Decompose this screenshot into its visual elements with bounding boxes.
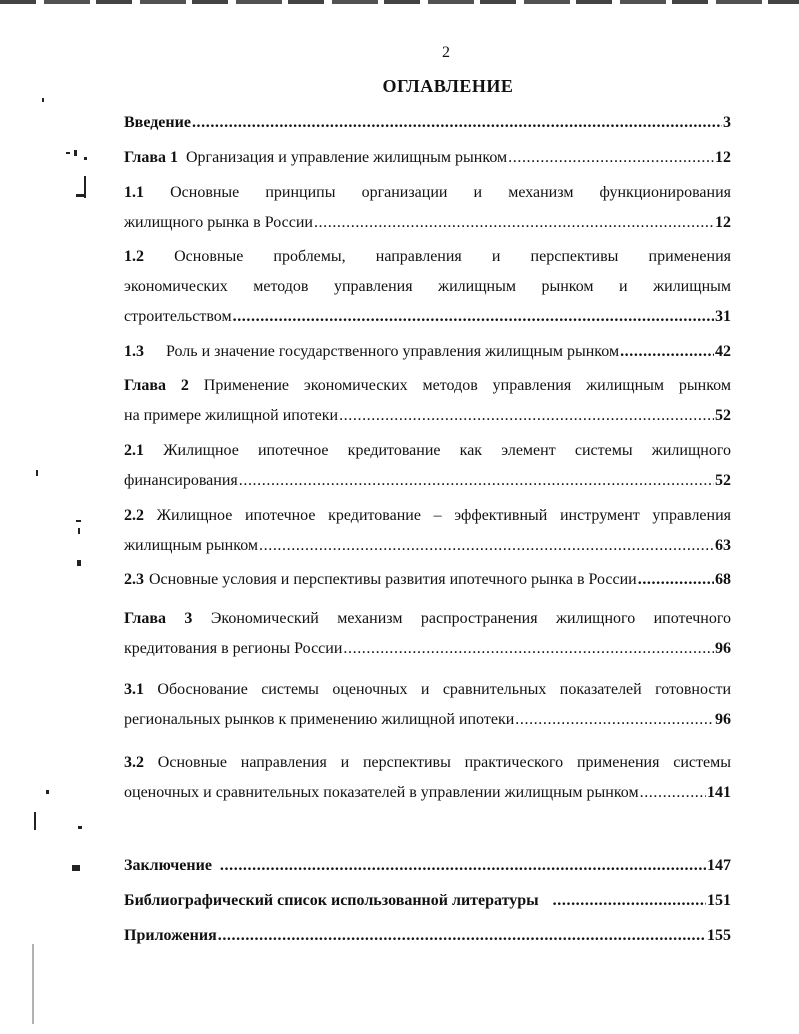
toc-entry-2-3[interactable] <box>124 569 731 591</box>
page-ref: 52 <box>715 407 731 424</box>
toc-entry-3-2[interactable] <box>124 752 731 804</box>
page-ref: 42 <box>715 343 731 360</box>
section-number: 2.3 <box>124 571 144 588</box>
page-ref: 31 <box>715 308 731 325</box>
entry-title-line: Жилищное ипотечное кредитование – эффективный инструмент управления <box>156 507 732 524</box>
entry-title-line: кредитования в регионы России <box>124 640 343 657</box>
section-number: 3.2 <box>124 754 144 771</box>
dot-leader <box>638 569 714 591</box>
page-ref: 96 <box>715 711 731 728</box>
toc-entry-2-2[interactable] <box>124 505 731 557</box>
entry-title-line: оценочных и сравнительных показателей в управлении жилищным рынком <box>124 784 639 801</box>
entry-title-line: Жилищное ипотечное кредитование как элемент системы жилищного <box>163 442 732 459</box>
page-ref: 147 <box>707 857 731 874</box>
scan-mark <box>84 176 86 198</box>
section-number: 2.1 <box>124 442 144 459</box>
scan-mark <box>32 944 34 1024</box>
scan-mark <box>78 528 80 534</box>
scan-mark <box>76 194 84 197</box>
dot-leader <box>620 341 714 363</box>
toc-entry-appendix[interactable] <box>124 925 731 947</box>
entry-title: Организация и управление жилищным рынком <box>186 149 508 166</box>
chapter-number: Глава 3 <box>124 610 193 627</box>
toc-entry-1-2[interactable] <box>124 246 731 328</box>
entry-title-line: экономических методов управления жилищным рынком и жилищным <box>124 278 731 295</box>
entry-title-line: на примере жилищной ипотеки <box>124 407 339 424</box>
entry-label: Введение <box>124 114 191 131</box>
dot-leader <box>515 709 714 731</box>
dot-leader <box>640 782 706 804</box>
page-ref: 12 <box>715 214 731 231</box>
section-number: 2.2 <box>124 507 144 524</box>
scan-mark <box>66 152 70 154</box>
scan-mark <box>34 812 36 830</box>
toc-title: ОГЛАВЛЕНИЕ <box>382 76 514 96</box>
dot-leader <box>314 212 714 234</box>
dot-leader <box>339 405 714 427</box>
toc-entry-intro[interactable] <box>124 112 731 134</box>
page-number: 2 <box>442 44 450 61</box>
toc-entry-3-1[interactable] <box>124 679 731 731</box>
entry-title-line: строительством <box>124 308 232 325</box>
scan-mark <box>74 150 77 156</box>
entry-label: Приложения <box>124 927 217 944</box>
entry-title-line: Применение экономических методов управления жилищным рынком <box>203 377 732 394</box>
scan-mark <box>72 865 80 871</box>
toc-entry-1-3[interactable] <box>124 341 731 363</box>
page-ref: 96 <box>715 640 731 657</box>
section-number: 1.1 <box>124 184 144 201</box>
scan-mark <box>78 826 82 829</box>
section-number: 3.1 <box>124 681 144 698</box>
toc-entry-chapter-1[interactable] <box>124 147 731 169</box>
entry-title: Основные условия и перспективы развития ипотечного рынка в России <box>149 571 637 588</box>
toc-entry-bibliography[interactable] <box>124 890 731 912</box>
dot-leader <box>259 535 714 557</box>
entry-title-line: Обоснование системы оценочных и сравнительных показателей готовности <box>157 681 732 698</box>
page-ref: 151 <box>707 892 731 909</box>
scan-mark <box>76 520 81 522</box>
section-number: 1.3 <box>124 343 144 360</box>
scan-edge-artifact <box>0 0 799 4</box>
scan-mark <box>46 790 49 794</box>
entry-label: Заключение <box>124 857 212 874</box>
section-number: 1.2 <box>124 248 144 265</box>
dot-leader <box>192 112 722 134</box>
dot-leader <box>239 470 714 492</box>
chapter-number: Глава 2 <box>124 377 189 394</box>
page-ref: 63 <box>715 537 731 554</box>
scan-mark <box>36 470 38 476</box>
dot-leader <box>220 855 706 877</box>
page-ref: 52 <box>715 472 731 489</box>
dot-leader <box>218 925 706 947</box>
toc-entry-chapter-2[interactable] <box>124 375 731 427</box>
page-ref: 3 <box>723 114 731 131</box>
dot-leader <box>508 147 714 169</box>
entry-title-line: финансирования <box>124 472 238 489</box>
dot-leader <box>553 890 706 912</box>
chapter-number: Глава 1 <box>124 149 178 166</box>
entry-title-line: Экономический механизм распространения жилищного ипотечного <box>210 610 731 627</box>
page-ref: 68 <box>715 571 731 588</box>
scan-mark <box>77 560 81 566</box>
toc-entry-conclusion[interactable] <box>124 855 731 877</box>
entry-title-line: Основные направления и перспективы практического применения системы <box>157 754 731 771</box>
toc-entry-chapter-3[interactable] <box>124 608 731 660</box>
scan-mark <box>42 98 44 102</box>
toc-entry-1-1[interactable] <box>124 182 731 234</box>
dot-leader <box>233 306 714 328</box>
scan-mark <box>84 157 87 160</box>
entry-label: Библиографический список использованной литературы <box>124 892 539 909</box>
toc-entry-2-1[interactable] <box>124 440 731 492</box>
page-ref: 141 <box>707 784 731 801</box>
page-ref: 12 <box>715 149 731 166</box>
entry-title-line: региональных рынков к применению жилищной ипотеки <box>124 711 515 728</box>
page-ref: 155 <box>707 927 731 944</box>
dot-leader <box>343 638 714 660</box>
entry-title: Роль и значение государственного управления жилищным рынком <box>166 343 620 360</box>
entry-title-line: жилищным рынком <box>124 537 259 554</box>
entry-title-line: Основные проблемы, направления и перспективы применения <box>174 248 732 265</box>
entry-title-line: жилищного рынка в России <box>124 214 313 231</box>
entry-title-line: Основные принципы организации и механизм функционирования <box>170 184 732 201</box>
